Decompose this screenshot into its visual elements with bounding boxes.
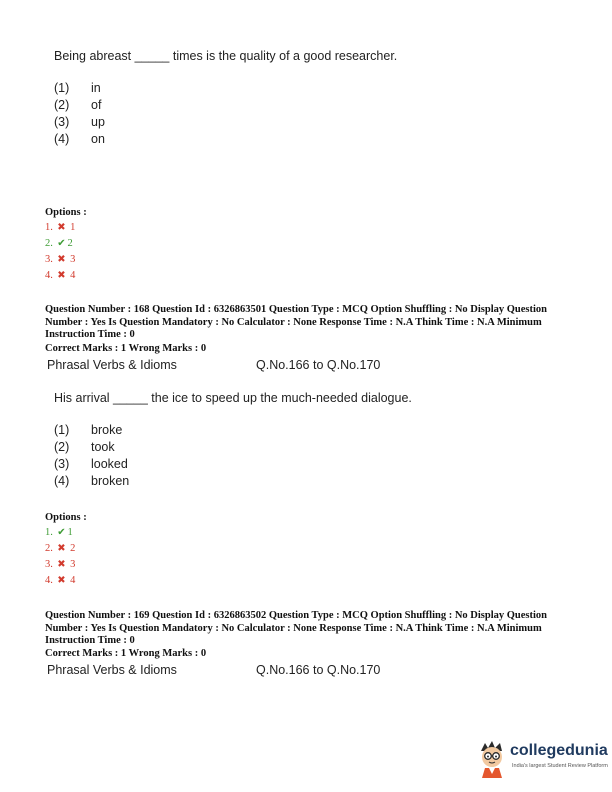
question-range: Q.No.166 to Q.No.170 (256, 663, 381, 677)
options-list (45, 527, 75, 591)
options-list (45, 222, 75, 286)
question-meta: Question Number : 168 Question Id : 6326863501 Question Type : MCQ Option Shuffling : No Display Question Number : Yes Is Question Mandatory : No Calculator : None Response Time : N.A Think Time : N.A Minimum Instruction Time : 0 (45, 304, 548, 340)
question-stem: Being abreast _____ times is the quality of a good researcher. (54, 49, 398, 63)
wrong-icon: ✖ (57, 222, 66, 233)
choice-item: (3) looked (54, 457, 128, 471)
options-heading: Options : (45, 207, 87, 218)
option-item: 2. ✔ 2 (45, 238, 73, 249)
choice-item: (1) in (54, 81, 101, 95)
options-heading: Options : (45, 512, 87, 523)
choice-list (54, 81, 105, 149)
choice-item: (2) of (54, 98, 102, 112)
option-item: 1. ✔ 1 (45, 527, 73, 538)
section-title: Phrasal Verbs & Idioms (47, 358, 177, 372)
marks-info: Correct Marks : 1 Wrong Marks : 0 (45, 343, 207, 354)
option-item: 1. ✖ 1 (45, 222, 76, 233)
option-item: 4. ✖ 4 (45, 270, 76, 281)
option-item: 4. ✖ 4 (45, 575, 76, 586)
choice-item: (4) on (54, 132, 105, 146)
logo-tagline: India's largest Student Review Platform (512, 763, 608, 769)
logo-name: collegedunia (510, 742, 608, 759)
choice-list (54, 423, 129, 491)
wrong-icon: ✖ (57, 254, 66, 265)
option-item: 3. ✖ 3 (45, 559, 76, 570)
question-range: Q.No.166 to Q.No.170 (256, 358, 381, 372)
wrong-icon: ✖ (57, 270, 66, 281)
option-item: 2. ✖ 2 (45, 543, 76, 554)
choice-item: (3) up (54, 115, 105, 129)
correct-icon: ✔ (57, 238, 66, 249)
wrong-icon: ✖ (57, 575, 66, 586)
question-stem: His arrival _____ the ice to speed up the much-needed dialogue. (54, 391, 412, 405)
section-title: Phrasal Verbs & Idioms (47, 663, 177, 677)
choice-item: (4) broken (54, 474, 130, 488)
option-item: 3. ✖ 3 (45, 254, 76, 265)
collegedunia-logo (476, 738, 608, 778)
question-meta: Question Number : 169 Question Id : 6326863502 Question Type : MCQ Option Shuffling : No Display Question Number : Yes Is Question Mandatory : No Calculator : None Response Time : N.A Think Time : N.A Minimum Instruction Time : 0 (45, 610, 548, 646)
wrong-icon: ✖ (57, 559, 66, 570)
wrong-icon: ✖ (57, 543, 66, 554)
mascot-icon (476, 738, 508, 778)
choice-item: (2) took (54, 440, 115, 454)
marks-info: Correct Marks : 1 Wrong Marks : 0 (45, 648, 207, 659)
correct-icon: ✔ (57, 527, 66, 538)
choice-item: (1) broke (54, 423, 123, 437)
